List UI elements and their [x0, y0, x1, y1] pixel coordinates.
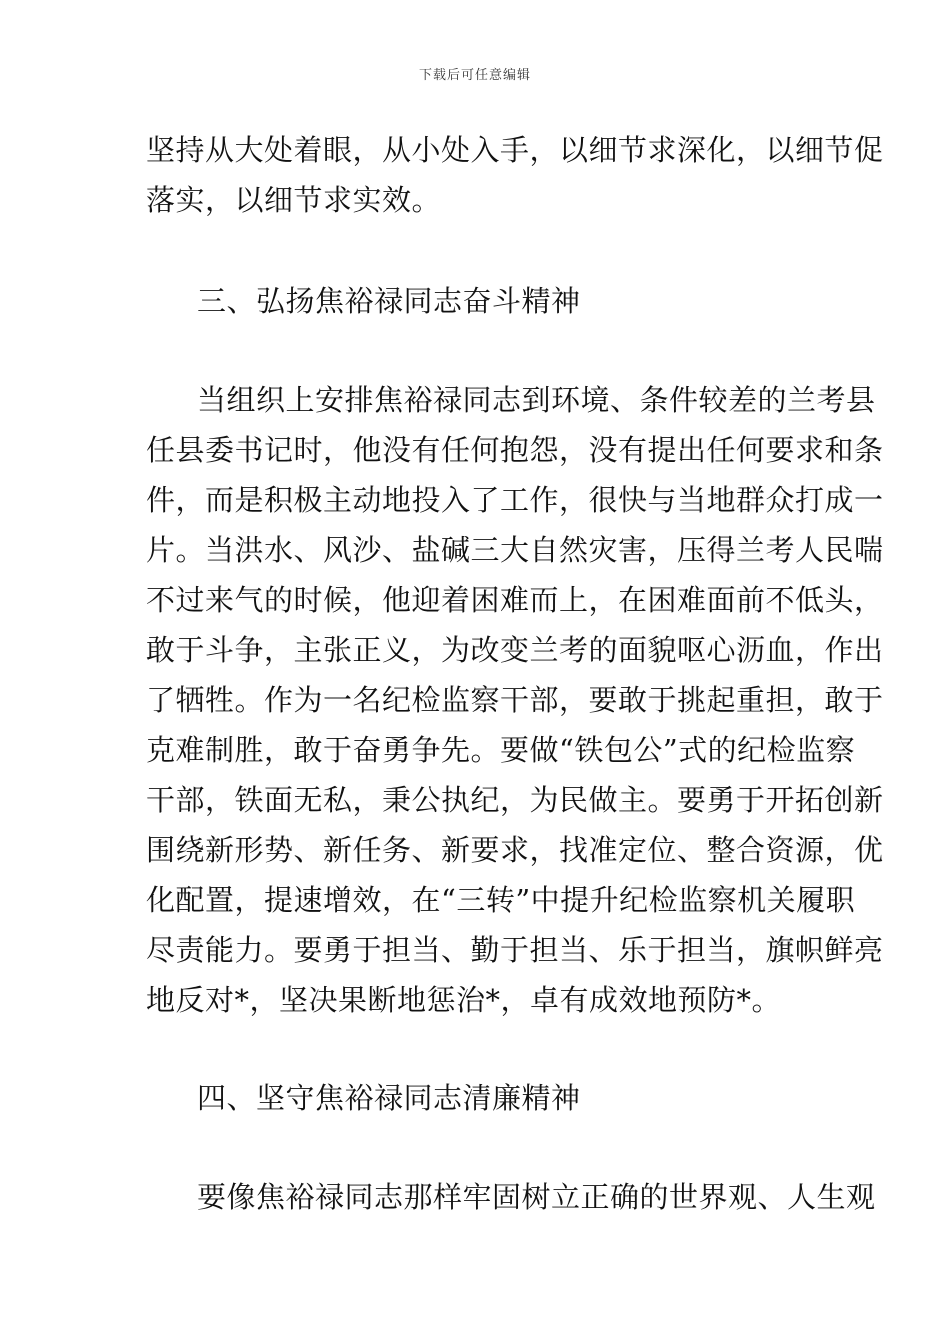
paragraph2-line-9: 干部，铁面无私，秉公执纪，为民做主。要勇于开拓创新 [146, 783, 884, 817]
paragraph2-line-11: 化配置，提速增效，在“三转”中提升纪检监察机关履职 [146, 883, 856, 917]
paragraph2-line-8: 克难制胜，敢于奋勇争先。要做“铁包公”式的纪检监察 [146, 733, 856, 767]
page-header: 下载后可任意编辑 [418, 68, 531, 83]
paragraph2-line-5: 不过来气的时候，他迎着困难而上，在困难面前不低头， [146, 583, 884, 617]
paragraph2-line-2: 任县委书记时，他没有任何抱怨，没有提出任何要求和条 [146, 433, 884, 467]
section-heading-4: 四、坚守焦裕禄同志清廉精神 [197, 1081, 581, 1115]
paragraph2-line-1: 当组织上安排焦裕禄同志到环境、条件较差的兰考县 [197, 383, 876, 417]
paragraph3-line-1: 要像焦裕禄同志那样牢固树立正确的世界观、人生观 [197, 1180, 876, 1214]
paragraph2-line-13: 地反对*，坚决果断地惩治*，卓有成效地预防*。 [146, 983, 782, 1017]
section-heading-3: 三、弘扬焦裕禄同志奋斗精神 [197, 284, 581, 318]
paragraph2-line-6: 敢于斗争，主张正义，为改变兰考的面貌呕心沥血，作出 [146, 633, 884, 667]
paragraph1-line-2: 落实，以细节求实效。 [146, 183, 442, 217]
paragraph2-line-7: 了牺牲。作为一名纪检监察干部，要敢于挑起重担，敢于 [146, 683, 884, 717]
paragraph2-line-12: 尽责能力。要勇于担当、勤于担当、乐于担当，旗帜鲜亮 [146, 933, 884, 967]
paragraph2-line-4: 片。当洪水、风沙、盐碱三大自然灾害，压得兰考人民喘 [146, 533, 884, 567]
paragraph2-line-3: 件，而是积极主动地投入了工作，很快与当地群众打成一 [146, 483, 884, 517]
paragraph2-line-10: 围绕新形势、新任务、新要求，找准定位、整合资源，优 [146, 833, 884, 867]
paragraph1-line-1: 坚持从大处着眼，从小处入手，以细节求深化，以细节促 [146, 133, 884, 167]
